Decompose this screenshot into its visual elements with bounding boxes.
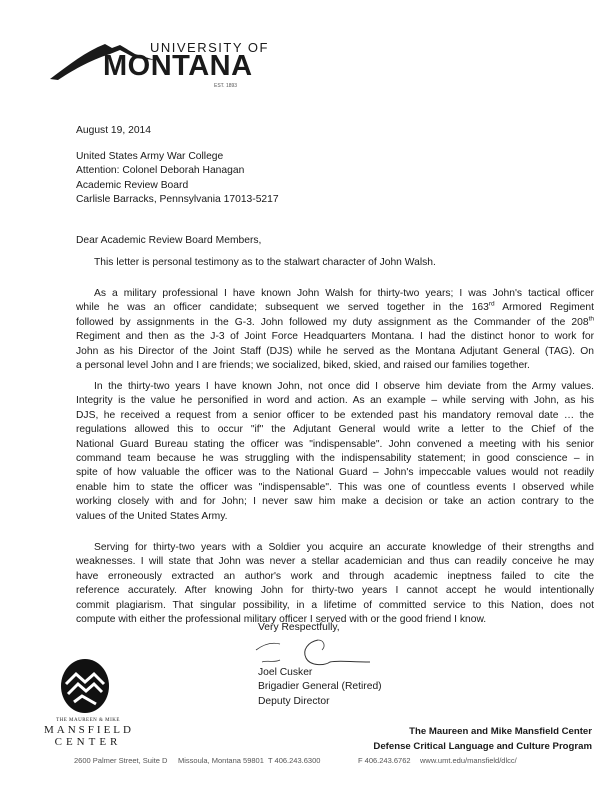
line-text: commit plagiarism. That singular possibility, in a lifetime of committed service to this Nation, does not	[76, 599, 594, 611]
line-text: compute with either the professional military officer I served with or the good friend I know.	[76, 613, 487, 625]
letter-date: August 19, 2014	[76, 125, 151, 136]
paragraph-line	[76, 301, 594, 315]
paragraph-line	[76, 555, 594, 569]
paragraph-line	[76, 599, 594, 613]
footer-program-name: Defense Critical Language and Culture Program	[373, 741, 592, 752]
signer-title: Deputy Director	[258, 695, 330, 707]
line-text: enable him to state the officer was "indispensable". This was one of countless events I observed while	[76, 481, 594, 493]
paragraph-line	[76, 570, 594, 584]
footer-address: 2600 Palmer Street, Suite D	[74, 756, 168, 765]
paragraph-line	[76, 584, 594, 598]
line-text: This letter is personal testimony as to the stalwart character of John Walsh.	[94, 257, 436, 268]
line-text: Armored Regiment	[494, 302, 594, 314]
line-text: spite of how valuable the officer was to the National Guard – John's impeccable values would not readily	[76, 467, 594, 479]
paragraph-line	[76, 438, 594, 452]
salutation: Dear Academic Review Board Members,	[76, 235, 262, 246]
line-text: regulations allowed this to occur "if" the Adjutant General would write a letter to the Chief of the	[76, 424, 594, 436]
paragraph-line	[76, 359, 594, 373]
line-text: weaknesses. I will state that John was never a stellar academician and thus can readily conceive he may	[76, 556, 594, 568]
paragraph-line	[76, 409, 594, 423]
footer-org-name: The Maureen and Mike Mansfield Center	[409, 726, 592, 737]
line-text: As a military professional I have known John Walsh for thirty-two years; I was John's tactical officer	[94, 288, 594, 299]
paragraph-line	[76, 287, 594, 301]
body-paragraph	[76, 256, 594, 270]
logo-montana: MONTANA	[103, 50, 253, 82]
paragraph-line	[76, 466, 594, 480]
signature-icon	[250, 636, 380, 668]
superscript: rd	[488, 300, 495, 308]
recipient-address	[76, 150, 279, 208]
line-text: followed by assignments in the G-3. John followed my duty assignment as the Commander of the 208	[76, 316, 589, 328]
line-text: reference accurately. After knowing John for thirty-two years I cannot accept he would intentionally	[76, 585, 594, 597]
paragraph-line	[76, 481, 594, 495]
line-text: In the thirty-two years I have known John, not once did I observe him deviate from the Army values.	[94, 381, 594, 392]
signer-name: Joel Cusker	[258, 667, 313, 678]
paragraph-line	[76, 345, 594, 359]
paragraph-line	[76, 495, 594, 509]
recipient-line: Attention: Colonel Deborah Hanagan	[76, 165, 245, 177]
line-text: Serving for thirty-two years with a Soldier you acquire an accurate knowledge of their strengths and	[94, 542, 594, 553]
mansfield-mountain-logo-icon	[60, 658, 110, 714]
recipient-line: Carlisle Barracks, Pennsylvania 17013-5217	[76, 194, 279, 206]
line-text: command team because he was struggling with the indispensability statement; in good conscience – in	[76, 452, 594, 464]
paragraph-line	[76, 510, 594, 524]
paragraph-line	[76, 541, 594, 555]
line-text: values of the United States Army.	[76, 510, 228, 522]
paragraph-line	[76, 380, 594, 394]
paragraph-line	[76, 256, 594, 270]
line-text: National Guard Bureau stating the officer was "indispensable". John convened a meeting with his senior	[76, 438, 594, 450]
footer-city: Missoula, Montana 59801	[178, 756, 264, 765]
logo-university-of: UNIVERSITY OF	[150, 40, 269, 55]
paragraph-line	[76, 330, 594, 344]
recipient-line: Academic Review Board	[76, 179, 189, 191]
mansfield-logo-line2: CENTER	[54, 736, 122, 748]
line-text: while he was an officer candidate; subsequent we served together in the 163	[76, 302, 489, 314]
signature-block	[258, 666, 382, 709]
body-paragraph	[76, 287, 594, 373]
line-text: a personal level John and I are friends; we socialized, biked, skied, and raised our families together.	[76, 359, 530, 371]
paragraph-line	[76, 394, 594, 408]
superscript: th	[588, 315, 594, 323]
body-paragraph	[76, 380, 594, 524]
line-text: DJS, he received a request from a senior officer to be extended past his mandatory removal date … the	[76, 409, 594, 421]
signer-rank: Brigadier General (Retired)	[258, 681, 382, 693]
mansfield-logo-line1: MANSFIELD	[44, 724, 134, 736]
footer-website[interactable]: www.umt.edu/mansfield/dlcc/	[420, 756, 517, 765]
line-text: have erroneously extracted an author's work and through academic ineptness failed to cite the	[76, 570, 594, 582]
body-paragraph	[76, 541, 594, 627]
line-text: working closely with and for John; I never saw him make a decision or take an action contrary to the	[76, 496, 594, 508]
footer-phone: T 406.243.6300	[268, 756, 321, 765]
line-text: John as his Director of the Joint Staff (DJS) while he served as the Montana Adjutant General (TAG). On	[76, 345, 594, 357]
recipient-line: United States Army War College	[76, 151, 224, 162]
footer-fax: F 406.243.6762	[358, 756, 411, 765]
line-text: Integrity is the value he personified in word and action. As an example – while serving with John, as his	[76, 395, 594, 407]
paragraph-line	[76, 452, 594, 466]
paragraph-line	[76, 423, 594, 437]
closing: Very Respectfully,	[258, 622, 340, 633]
mansfield-logo-small: THE MAUREEN & MIKE	[56, 718, 120, 723]
logo-established: EST. 1893	[214, 83, 238, 89]
line-text: Regiment and then as the J-3 of Joint Force Headquarters Montana. I had the distinct honor to work for	[76, 331, 594, 343]
paragraph-line	[76, 316, 594, 330]
